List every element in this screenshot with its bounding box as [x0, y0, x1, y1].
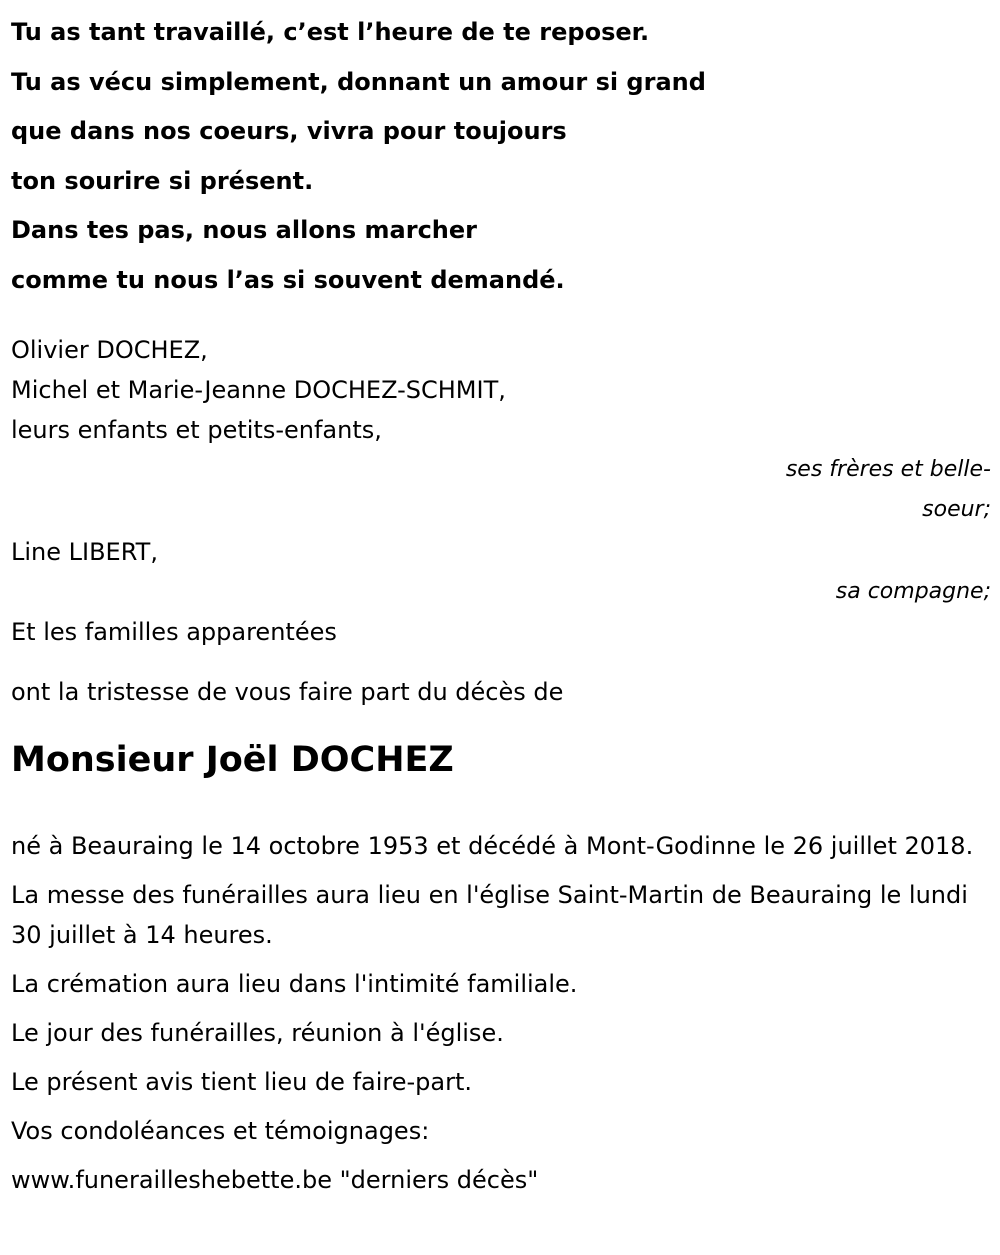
birth-death-info: né à Beauraing le 14 octobre 1953 et décédé à Mont-Godinne le 26 juillet 2018.: [11, 831, 974, 860]
poem-line: ton sourire si présent.: [11, 166, 314, 195]
siblings-relation: ses frères et belle-soeur;: [785, 456, 991, 522]
poem-line: comme tu nous l’as si souvent demandé.: [11, 265, 565, 294]
poem-line: Dans tes pas, nous allons marcher: [11, 216, 477, 245]
deceased-name: Monsieur Joël DOCHEZ: [11, 739, 454, 780]
funeral-details: [11, 826, 991, 1200]
obituary-notice: [11, 0, 991, 1255]
cremation-info: La crémation aura lieu dans l'intimité familiale.: [11, 969, 578, 998]
partner-name: Line LIBERT,: [11, 537, 158, 566]
relatives-line: Et les familles apparentées: [11, 617, 337, 646]
mass-info: La messe des funérailles aura lieu en l'église Saint-Martin de Beauraing le lundi 30 juillet à 14 heures.: [11, 880, 968, 949]
gathering-info: Le jour des funérailles, réunion à l'église.: [11, 1018, 504, 1047]
condolences-website: www.funerailleshebette.be "derniers décès": [11, 1165, 539, 1194]
family-member: Michel et Marie-Jeanne DOCHEZ-SCHMIT,: [11, 375, 506, 404]
announcement: ont la tristesse de vous faire part du décès de: [11, 677, 564, 706]
poem-line: que dans nos coeurs, vivra pour toujours: [11, 117, 567, 146]
poem: [11, 0, 991, 306]
notice-info: Le présent avis tient lieu de faire-part.: [11, 1067, 473, 1096]
poem-line: Tu as tant travaillé, c’est l’heure de te reposer.: [11, 18, 650, 46]
poem-line: Tu as vécu simplement, donnant un amour si grand: [11, 67, 706, 96]
partner-relation: sa compagne;: [835, 578, 991, 604]
family-list: [11, 330, 991, 652]
family-member: leurs enfants et petits-enfants,: [11, 415, 382, 444]
condolences-label: Vos condoléances et témoignages:: [11, 1116, 430, 1145]
family-member: Olivier DOCHEZ,: [11, 335, 208, 364]
